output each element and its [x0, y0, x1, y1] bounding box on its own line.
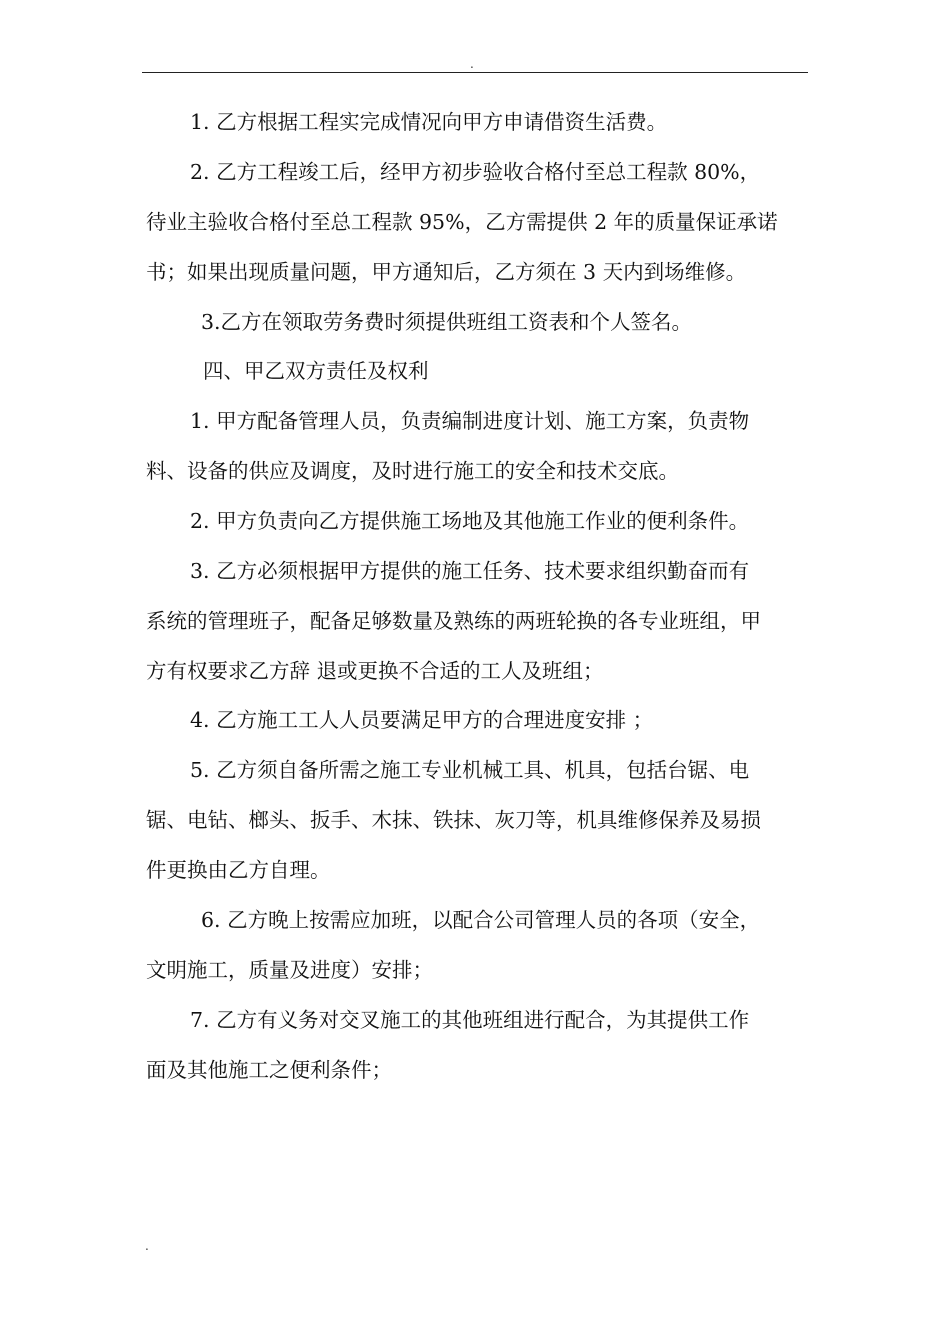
paragraph-line: 1. 乙方根据工程实完成情况向甲方申请借资生活费。: [190, 110, 668, 134]
paragraph-7: [146, 546, 818, 696]
paragraph-5: [146, 396, 818, 496]
paragraph-line: 方有权要求乙方辞 退或更换不合适的工人及班组；: [146, 659, 604, 683]
section-heading: [146, 346, 818, 396]
paragraph-line: 锯、电钻、榔头、扳手、木抹、铁抹、灰刀等，机具维修保养及易损: [146, 808, 761, 832]
paragraph-10: [146, 895, 818, 995]
paragraph-line: 1. 甲方配备管理人员，负责编制进度计划、施工方案，负责物: [190, 409, 750, 433]
heading-text: 四、甲乙双方责任及权利: [203, 359, 429, 383]
paragraph-line: 书；如果出现质量问题，甲方通知后，乙方须在 3 天内到场维修。: [146, 260, 747, 284]
paragraph-3: [146, 297, 818, 347]
paragraph-8: [146, 695, 818, 745]
paragraph-line: 5. 乙方须自备所需之施工专业机械工具、机具，包括台锯、电: [190, 758, 750, 782]
paragraph-9: [146, 745, 818, 895]
paragraph-1: [146, 97, 818, 147]
paragraph-line: 4. 乙方施工工人人员要满足甲方的合理进度安排 ；: [190, 708, 654, 732]
paragraph-6: [146, 496, 818, 546]
paragraph-line: 6. 乙方晚上按需应加班，以配合公司管理人员的各项（安全，: [201, 908, 761, 932]
paragraph-line: 3. 乙方必须根据甲方提供的施工任务、技术要求组织勤奋而有: [190, 559, 750, 583]
paragraph-line: 系统的管理班子，配备足够数量及熟练的两班轮换的各专业班组，甲: [146, 609, 761, 633]
paragraph-11: [146, 995, 818, 1095]
paragraph-line: 件更换由乙方自理。: [146, 858, 331, 882]
paragraph-line: 料、设备的供应及调度，及时进行施工的安全和技术交底。: [146, 459, 679, 483]
footer-mark: .: [145, 1239, 149, 1253]
paragraph-line: 面及其他施工之便利条件；: [146, 1058, 392, 1082]
header-rule: [142, 72, 808, 73]
paragraph-line: 7. 乙方有义务对交叉施工的其他班组进行配合，为其提供工作: [190, 1008, 750, 1032]
paragraph-line: 待业主验收合格付至总工程款 95%，乙方需提供 2 年的质量保证承诺: [146, 210, 778, 234]
paragraph-line: 3.乙方在领取劳务费时须提供班组工资表和个人签名。: [201, 310, 693, 334]
paragraph-line: 2. 甲方负责向乙方提供施工场地及其他施工作业的便利条件。: [190, 509, 750, 533]
paragraph-line: 文明施工，质量及进度）安排；: [146, 958, 433, 982]
header-mark: .: [470, 57, 474, 71]
paragraph-2: [146, 147, 818, 297]
paragraph-line: 2. 乙方工程竣工后，经甲方初步验收合格付至总工程款 80%，: [190, 160, 761, 184]
